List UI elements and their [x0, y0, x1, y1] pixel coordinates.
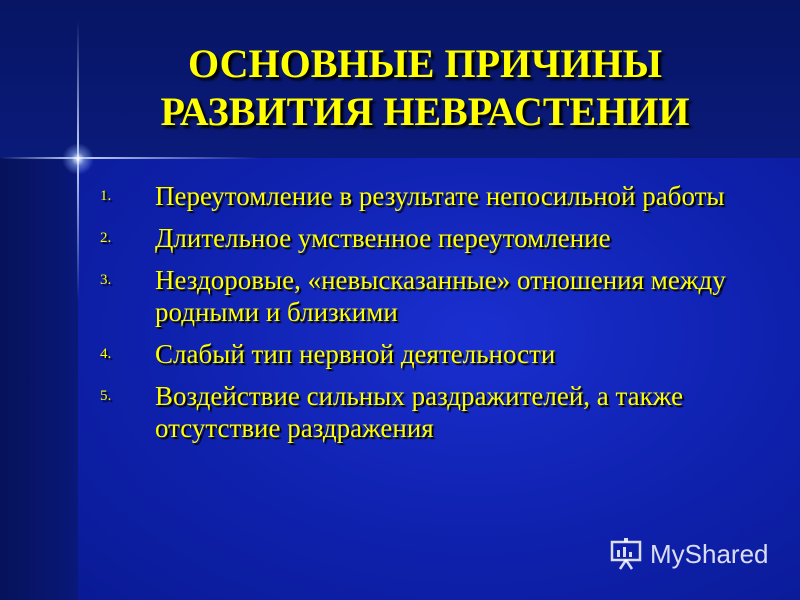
light-flare-center — [62, 143, 94, 175]
list-item-text: Нездоровые, «невысказанные» отношения между родными и близкими — [155, 265, 726, 327]
watermark — [608, 536, 769, 572]
list-item — [100, 338, 750, 370]
list-item — [100, 180, 750, 212]
watermark-text: MyShared — [650, 538, 769, 569]
list-item-text: Воздействие сильных раздражителей, а также отсутствие раздражения — [155, 381, 684, 443]
list-item-number: 2. — [100, 230, 112, 246]
title-line-2: РАЗВИТИЯ НЕВРАСТЕНИИ — [160, 89, 690, 134]
list-item — [100, 264, 750, 328]
list-item — [100, 380, 750, 444]
causes-list — [100, 180, 750, 454]
list-item-text: Длительное умственное переутомление — [155, 223, 611, 253]
light-flare-horizontal — [0, 157, 260, 159]
presentation-board-icon — [608, 536, 644, 572]
list-item-number: 3. — [100, 272, 112, 288]
list-item-number: 5. — [100, 388, 112, 404]
list-item-number: 4. — [100, 346, 112, 362]
slide-title — [95, 40, 755, 136]
list-item-text: Слабый тип нервной деятельности — [155, 339, 556, 369]
left-band — [0, 158, 78, 600]
title-line-1: ОСНОВНЫЕ ПРИЧИНЫ — [188, 41, 662, 86]
list-item-number: 1. — [100, 188, 112, 204]
list-item — [100, 222, 750, 254]
list-item-text: Переутомление в результате непосильной работы — [155, 181, 725, 211]
